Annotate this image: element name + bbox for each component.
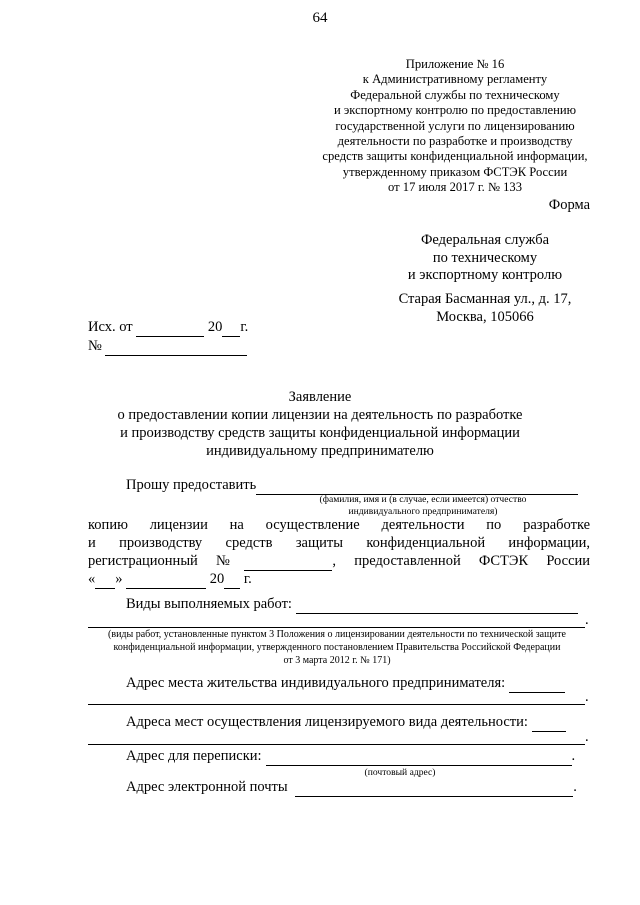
recipient-line: по техническому	[432, 249, 538, 266]
appendix-line: утвержденному приказом ФСТЭК России	[342, 164, 568, 179]
request-hint-line: индивидуального предпринимателя)	[348, 506, 498, 517]
request-hint	[258, 494, 588, 518]
title-line: и производству средств защиты конфиденциальной информации	[120, 425, 520, 441]
work-types-footnote: (виды работ, установленные пунктом 3 Положения о лицензировании деятельности по технической защите конфиденциальной информации, утвержденного постановлением Правительства Российской Федерации от 3 марта 2012 г. № 171)	[108, 629, 566, 666]
date-row: « » 20 г.	[88, 571, 252, 587]
activity-label: Адреса мест осуществления лицензируемого вида деятельности:	[126, 714, 528, 730]
month-field[interactable]	[126, 571, 206, 589]
outgoing-number-label: №	[88, 338, 102, 354]
recipient-address	[360, 290, 610, 326]
mailing-address-field[interactable]	[266, 748, 572, 766]
appendix-line: государственной услуги по лицензированию	[335, 118, 575, 133]
mailing-label: Адрес для переписки:	[126, 748, 262, 764]
residence-field[interactable]	[509, 675, 565, 693]
email-row: Адрес электронной почты .	[126, 779, 577, 795]
year-field[interactable]	[224, 571, 240, 589]
mailing-row: Адрес для переписки: .	[126, 748, 576, 764]
activity-row	[126, 714, 566, 732]
activity-address-field[interactable]	[532, 714, 566, 732]
appendix-header	[300, 57, 610, 196]
residence-row	[126, 675, 565, 693]
body-line: и производству средств защиты конфиденциальной информации,	[88, 535, 591, 551]
activity-field-line-2[interactable]	[88, 744, 585, 745]
period: .	[585, 689, 589, 705]
body-line-registration: регистрационный № , предоставленной ФСТЭК России	[88, 553, 591, 569]
outgoing-reference	[88, 318, 248, 356]
recipient-block	[360, 232, 610, 285]
title-line: индивидуальному предпринимателю	[206, 443, 434, 459]
request-row	[126, 477, 578, 495]
residence-field-line-2[interactable]	[88, 704, 585, 705]
address-line: Старая Басманная ул., д. 17,	[398, 291, 572, 307]
appendix-line: Приложение № 16	[405, 57, 505, 71]
request-label: Прошу предоставить	[126, 477, 257, 493]
title-line: о предоставлении копии лицензии на деятельность по разработке	[117, 407, 523, 423]
day-field[interactable]	[95, 571, 115, 589]
appendix-line: Федеральной службы по техническому	[350, 87, 560, 102]
outgoing-year-prefix: 20	[207, 319, 223, 335]
recipient-line: Федеральная служба	[420, 232, 550, 248]
appendix-line: деятельности по разработке и производству	[337, 134, 573, 149]
document-title	[60, 388, 580, 460]
registration-label: регистрационный	[88, 553, 198, 569]
mailing-hint: (почтовый адрес)	[364, 767, 436, 778]
email-field[interactable]	[295, 779, 573, 797]
applicant-name-field[interactable]	[256, 477, 578, 495]
registration-number-field[interactable]	[244, 553, 332, 571]
registration-number-sign: №	[216, 553, 245, 569]
outgoing-date-field[interactable]	[136, 318, 204, 337]
work-types-row	[126, 596, 578, 614]
address-line: Москва, 105066	[436, 309, 534, 325]
page-number: 64	[312, 10, 328, 26]
period: .	[585, 729, 589, 745]
outgoing-label: Исх. от	[88, 319, 133, 335]
outgoing-number-field[interactable]	[105, 337, 247, 356]
outgoing-year-field[interactable]	[222, 318, 240, 337]
work-types-label: Виды выполняемых работ:	[126, 596, 292, 612]
appendix-line: от 17 июля 2017 г. № 133	[387, 180, 523, 195]
request-hint-line: (фамилия, имя и (в случае, если имеется) отчество	[319, 494, 527, 505]
title-line: Заявление	[288, 389, 352, 405]
form-label: Форма	[548, 197, 590, 213]
year-suffix: г.	[243, 571, 252, 587]
appendix-line: средств защиты конфиденциальной информации,	[322, 149, 588, 164]
residence-label: Адрес места жительства индивидуального предпринимателя:	[126, 675, 506, 691]
period: .	[585, 612, 589, 628]
recipient-line: и экспортному контролю	[407, 267, 563, 284]
work-types-field[interactable]	[296, 596, 578, 614]
appendix-line: к Административному регламенту	[362, 72, 548, 87]
email-label: Адрес электронной почты	[126, 779, 288, 795]
body-line: копию лицензии на осуществление деятельности по разработке	[88, 517, 591, 533]
outgoing-year-suffix: г.	[240, 319, 249, 335]
year-prefix: 20	[209, 571, 225, 587]
appendix-line: и экспортному контролю по предоставлению	[333, 103, 577, 118]
